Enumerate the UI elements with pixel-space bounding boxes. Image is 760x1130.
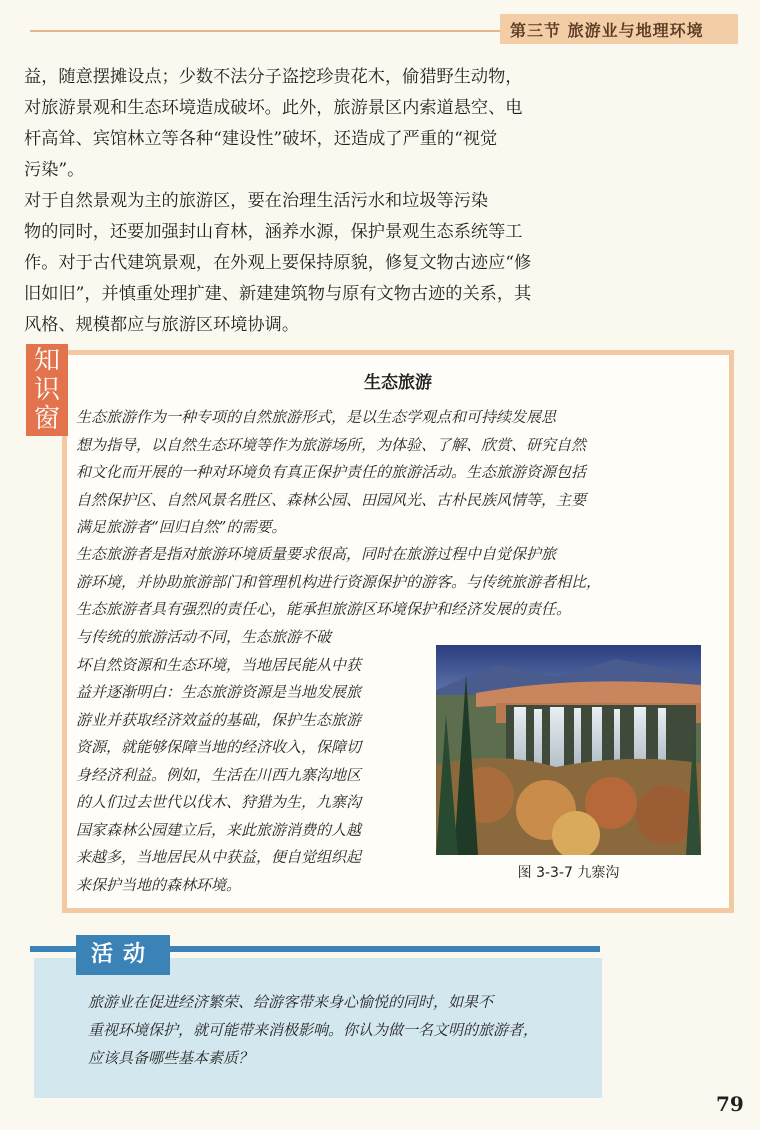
- text-line: 来越多，当地居民从中获益，便自觉组织起: [76, 848, 362, 866]
- text-line: 物的同时，还要加强封山育林，涵养水源，保护景观生态系统等工: [24, 222, 523, 242]
- text-line: 杆高耸、宾馆林立等各种“建设性”破坏，还造成了严重的“视觉: [24, 129, 498, 149]
- text-line: 益，随意摆摊设点；少数不法分子盗挖珍贵花木，偷猎野生动物，: [24, 67, 523, 87]
- text-line: 应该具备哪些基本素质？: [88, 1049, 254, 1067]
- knowledge-window-title: 生态旅游: [364, 373, 432, 393]
- knowledge-paragraph-2: [76, 541, 601, 624]
- text-line: 和文化而开展的一种对环境负有真正保护责任的旅游活动。生态旅游资源包括: [76, 463, 587, 481]
- text-line: 的人们过去世代以伐木、狩猎为生，九寨沟: [76, 793, 362, 811]
- figure-caption: 图 3-3-7 九寨沟: [517, 865, 620, 881]
- text-line: 污染”。: [24, 160, 85, 180]
- label-char: 知: [33, 346, 60, 376]
- text-line: 想为指导，以自然生态环境等作为旅游场所，为体验、了解、欣赏、研究自然: [76, 435, 587, 454]
- text-line: 风格、规模都应与旅游区环境协调。: [24, 315, 300, 335]
- intro-paragraph-1: [24, 62, 724, 186]
- activity-text: [88, 988, 538, 1072]
- text-line: 游业并获取经济效益的基础，保护生态旅游: [76, 710, 362, 729]
- text-line: 重视环境保护，就可能带来消极影响。你认为做一名文明的旅游者，: [88, 1021, 539, 1039]
- text-line: 与传统的旅游活动不同，生态旅游不破: [76, 628, 332, 646]
- text-line: 作。对于古代建筑景观，在外观上要保持原貌，修复文物古迹应“修: [24, 253, 532, 273]
- text-line: 生态旅游作为一种专项的自然旅游形式，是以生态学观点和可持续发展思: [76, 408, 557, 426]
- text-line: 游环境，并协助旅游部门和管理机构进行资源保护的游客。与传统旅游者相比，: [76, 572, 602, 591]
- text-line: 国家森林公园建立后，来此旅游消费的人越: [76, 820, 362, 839]
- text-line: 自然保护区、自然风景名胜区、森林公园、田园风光、古朴民族风情等，主要: [76, 490, 587, 509]
- text-line: 生态旅游者具有强烈的责任心，能承担旅游区环境保护和经济发展的责任。: [76, 600, 572, 618]
- text-line: 满足旅游者“回归自然”的需要。: [76, 518, 287, 536]
- text-line: 来保护当地的森林环境。: [76, 875, 242, 894]
- activity-label: 活动: [76, 935, 170, 975]
- text-line: 生态旅游者是指对旅游环境质量要求很高，同时在旅游过程中自觉保护旅: [76, 545, 557, 563]
- text-line: 对旅游景观和生态环境造成破坏。此外，旅游景区内索道悬空、电: [24, 98, 523, 118]
- text-line: 资源，就能够保障当地的经济收入，保障切: [76, 738, 362, 756]
- text-line: 对于自然景观为主的旅游区，要在治理生活污水和垃圾等污染: [24, 191, 489, 211]
- waterfall-illustration: [436, 645, 701, 855]
- section-title: 第三节 旅游业与地理环境: [510, 21, 704, 40]
- label-char: 识: [33, 375, 60, 405]
- text-line: 益并逐渐明白：生态旅游资源是当地发展旅: [76, 683, 362, 701]
- text-line: 坏自然资源和生态环境，当地居民能从中获: [76, 655, 362, 674]
- intro-paragraph-2: [24, 186, 724, 341]
- text-line: 旧如旧”，并慎重处理扩建、新建建筑物与原有文物古迹的关系，其: [24, 284, 532, 304]
- label-char: 窗: [33, 404, 60, 434]
- knowledge-paragraph-1: [76, 404, 586, 542]
- header-rule: [30, 30, 500, 32]
- page-number: 79: [716, 1092, 744, 1116]
- text-line: 旅游业在促进经济繁荣、给游客带来身心愉悦的同时，如果不: [88, 993, 494, 1011]
- text-line: 身经济利益。例如，生活在川西九寨沟地区: [76, 765, 362, 784]
- knowledge-paragraph-3: [76, 624, 361, 899]
- jiuzhaigou-photo: [436, 645, 701, 855]
